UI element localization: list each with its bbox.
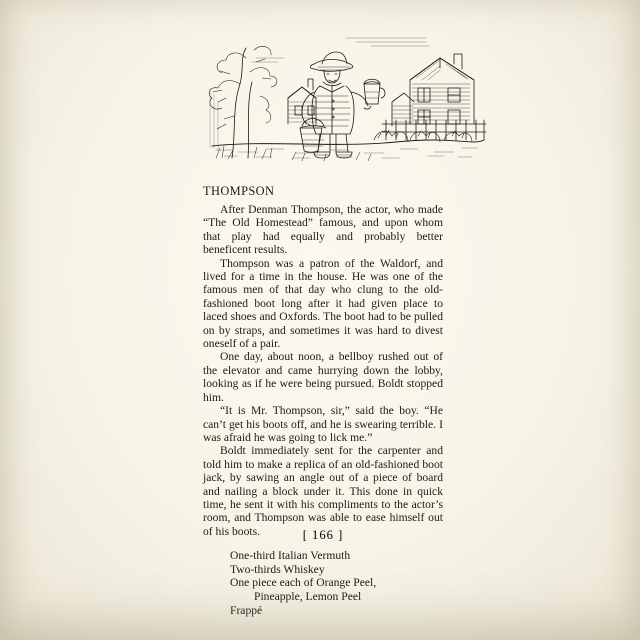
- paragraph: Boldt immediately sent for the carpenter and told him to make a replica of an old-fashioned boot jack, by sawing an angle out of a piece of board and nailing a block under it. This done in quick time, he sent it with his compliments to the actor’s room, and Thompson was able to ease himself out of his boots.: [203, 444, 443, 538]
- recipe-line: One piece each of Orange Peel,: [230, 576, 377, 590]
- paragraph: After Denman Thompson, the actor, who made “The Old Homestead” famous, and upon whom that play had equally and probably better beneficent results.: [203, 203, 443, 257]
- recipe-line: One-third Italian Vermuth: [230, 549, 351, 563]
- paragraph: Thompson was a patron of the Waldorf, and lived for a time in the house. He was one of the famous men of that day who clung to the old-fashioned boot long after it had given place to laced shoes and Oxfords. The boot had to be pulled on by straps, and sometimes it was hard to divest oneself of a pair.: [203, 256, 443, 351]
- recipe-list: [230, 549, 443, 617]
- recipe-line: Two-thirds Whiskey: [230, 562, 325, 576]
- paragraph: One day, about noon, a bellboy rushed out of the elevator and came hurrying down the lobby, looking as if he were being pursued. Boldt stopped him.: [203, 350, 443, 404]
- page-heading: THOMPSON: [203, 184, 275, 198]
- recipe-line: Frappé: [230, 603, 263, 617]
- page-text: [203, 184, 443, 617]
- chapter-illustration: [196, 28, 492, 168]
- paragraph: “It is Mr. Thompson, sir,” said the boy. “He can’t get his boots off, and he is swearing terrible. I was afraid he was going to lick me.”: [203, 404, 443, 444]
- page-number: [ 166 ]: [302, 528, 344, 542]
- recipe-line: Pineapple, Lemon Peel: [254, 589, 362, 603]
